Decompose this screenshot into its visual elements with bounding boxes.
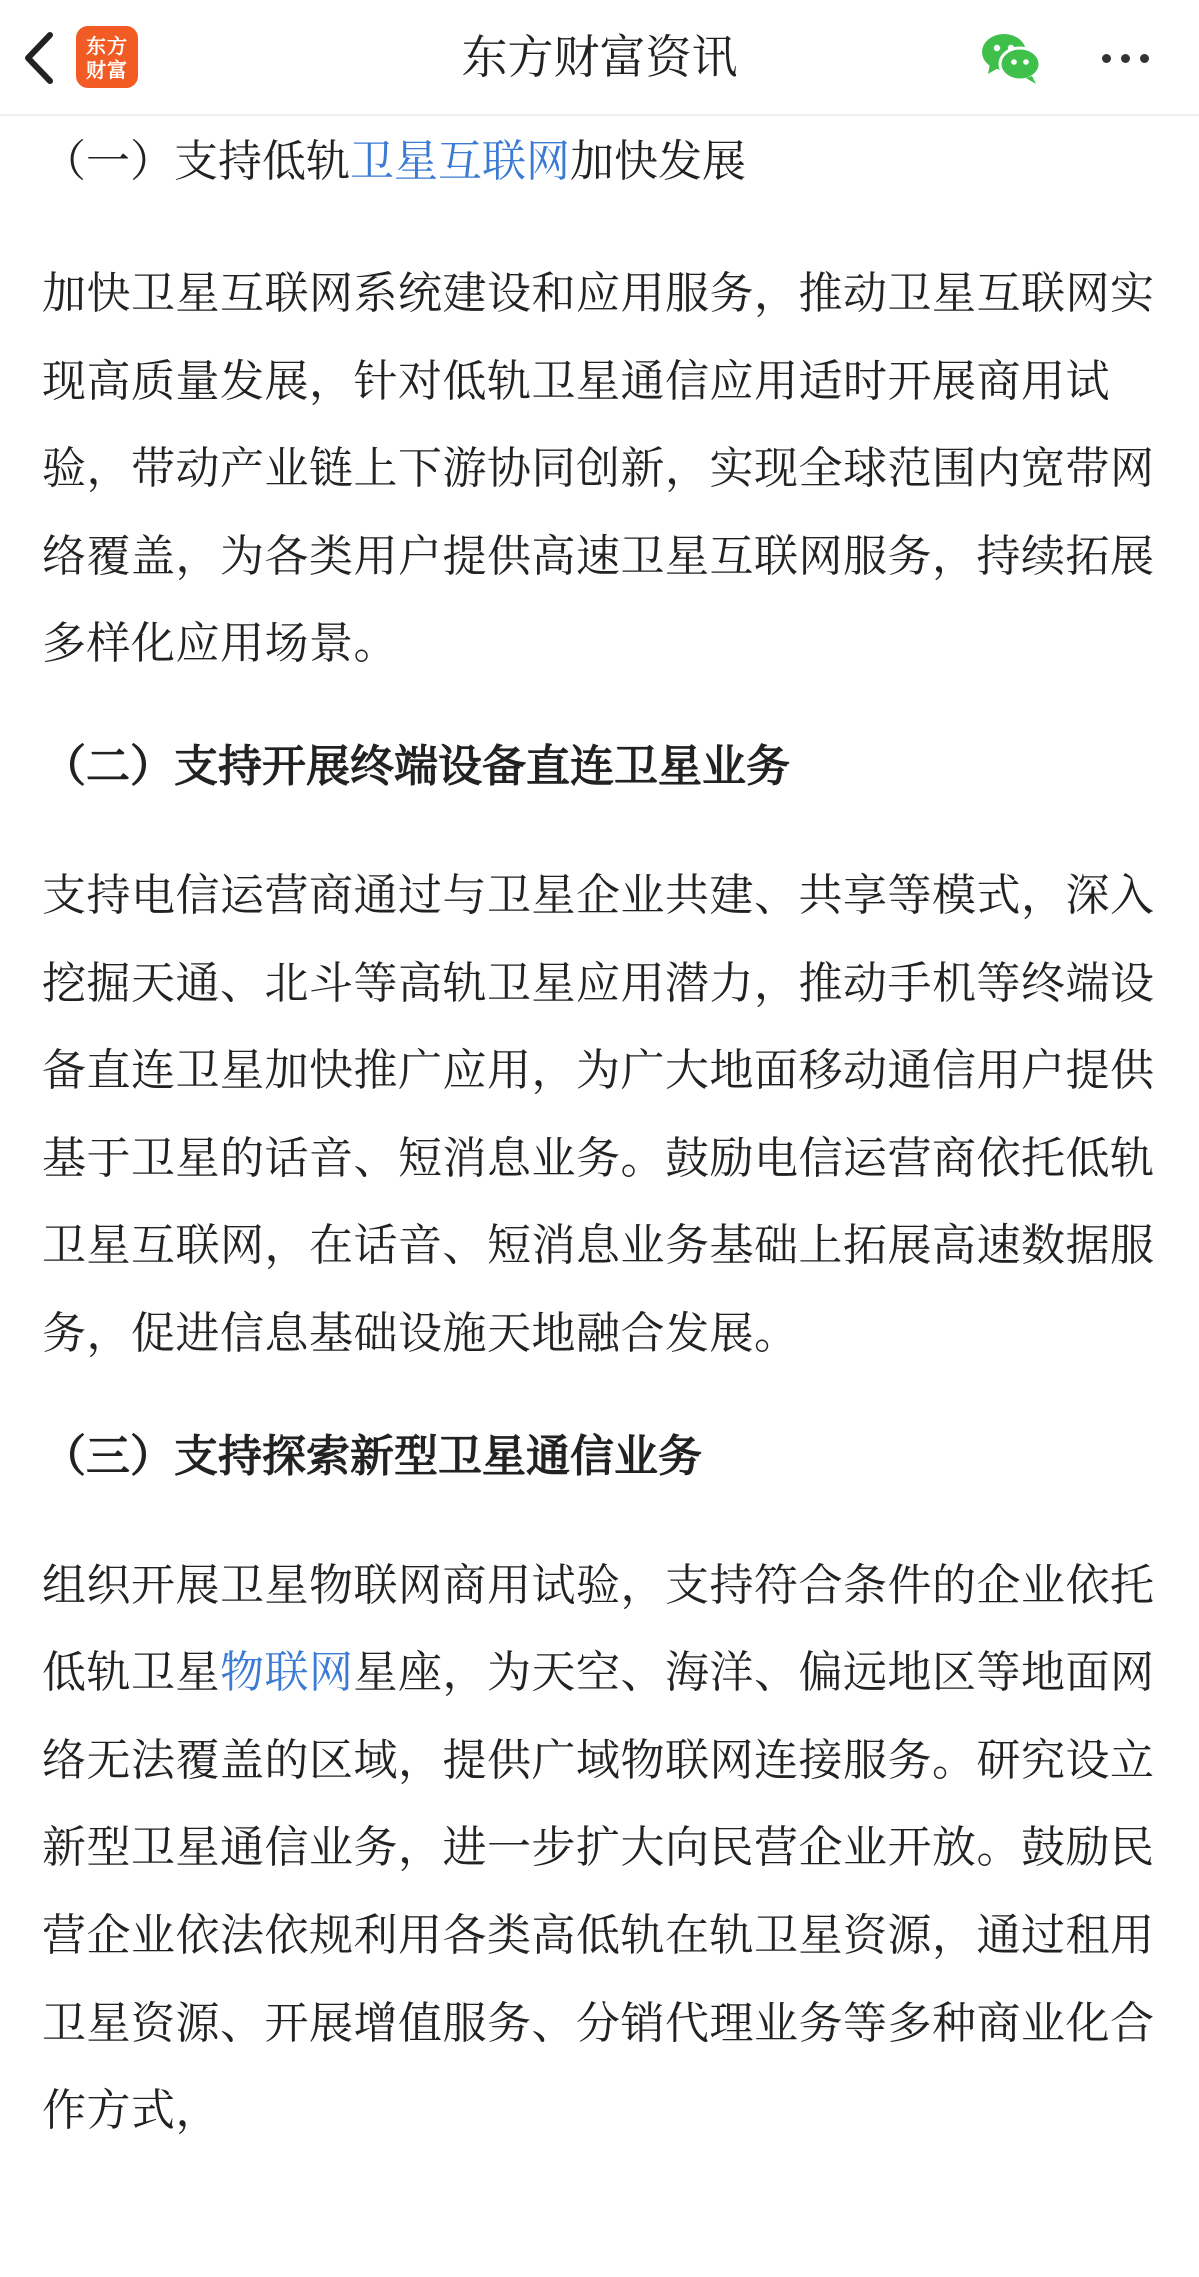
more-dots-icon (1102, 54, 1111, 63)
section-heading-3: （三）支持探索新型卫星通信业务 (42, 1430, 702, 1482)
keyword-link-iot[interactable]: 物联网 (220, 1647, 354, 1699)
article-body (42, 117, 1164, 2155)
logo-text-line2: 财富 (86, 58, 128, 82)
more-dots-icon (1140, 54, 1149, 63)
paragraph-text: 星座，为天空、海洋、偏远地区等地面网络无法覆盖的区域，提供广域物联网连接服务。研究设立新型卫星通信业务，进一步扩大向民营企业开放。鼓励民营企业依法依规利用各类高低轨在轨卫星资源，通过租用卫星资源、开展增值服务、分销代理业务等多种商业化合作方式， (42, 1647, 1155, 2137)
heading-text: （一）支持低轨 (42, 136, 350, 187)
heading-text: 加快发展 (570, 136, 746, 187)
section-heading-2: （二）支持开展终端设备直连卫星业务 (42, 740, 790, 792)
logo-text-line1: 东方 (86, 34, 128, 58)
more-dots-icon (1121, 54, 1130, 63)
more-options-button[interactable] (1090, 30, 1160, 86)
section-paragraph-3 (42, 1542, 1164, 2155)
section-paragraph-2: 支持电信运营商通过与卫星企业共建、共享等模式，深入挖掘天通、北斗等高轨卫星应用潜力，推动手机等终端设备直连卫星加快推广应用，为广大地面移动通信用户提供基于卫星的话音、短消息业务。鼓励电信运营商依托低轨卫星互联网，在话音、短消息业务基础上拓展高速数据服务，促进信息基础设施天地融合发展。 (42, 869, 1155, 1359)
paragraph-text: 组织开展卫星物联网商用试验，支持符合条件的企业依托低轨卫星 (42, 1559, 1155, 1699)
section-paragraph-1: 加快卫星互联网系统建设和应用服务，推动卫星互联网实现高质量发展，针对低轨卫星通信应用适时开展商用试验，带动产业链上下游协同创新，实现全球范围内宽带网络覆盖，为各类用户提供高速卫星互联网服务，持续拓展多样化应用场景。 (42, 268, 1155, 670)
keyword-link-satellite-internet[interactable]: 卫星互联网 (350, 136, 570, 187)
top-navigation-bar (0, 0, 1199, 116)
section-heading-1 (42, 117, 1164, 207)
page-title: 东方财富资讯 (461, 30, 738, 84)
back-button[interactable] (14, 26, 64, 90)
eastmoney-logo[interactable] (76, 26, 138, 88)
wechat-share-button[interactable] (980, 28, 1042, 88)
chevron-left-icon (22, 31, 56, 85)
wechat-icon (980, 28, 1042, 88)
